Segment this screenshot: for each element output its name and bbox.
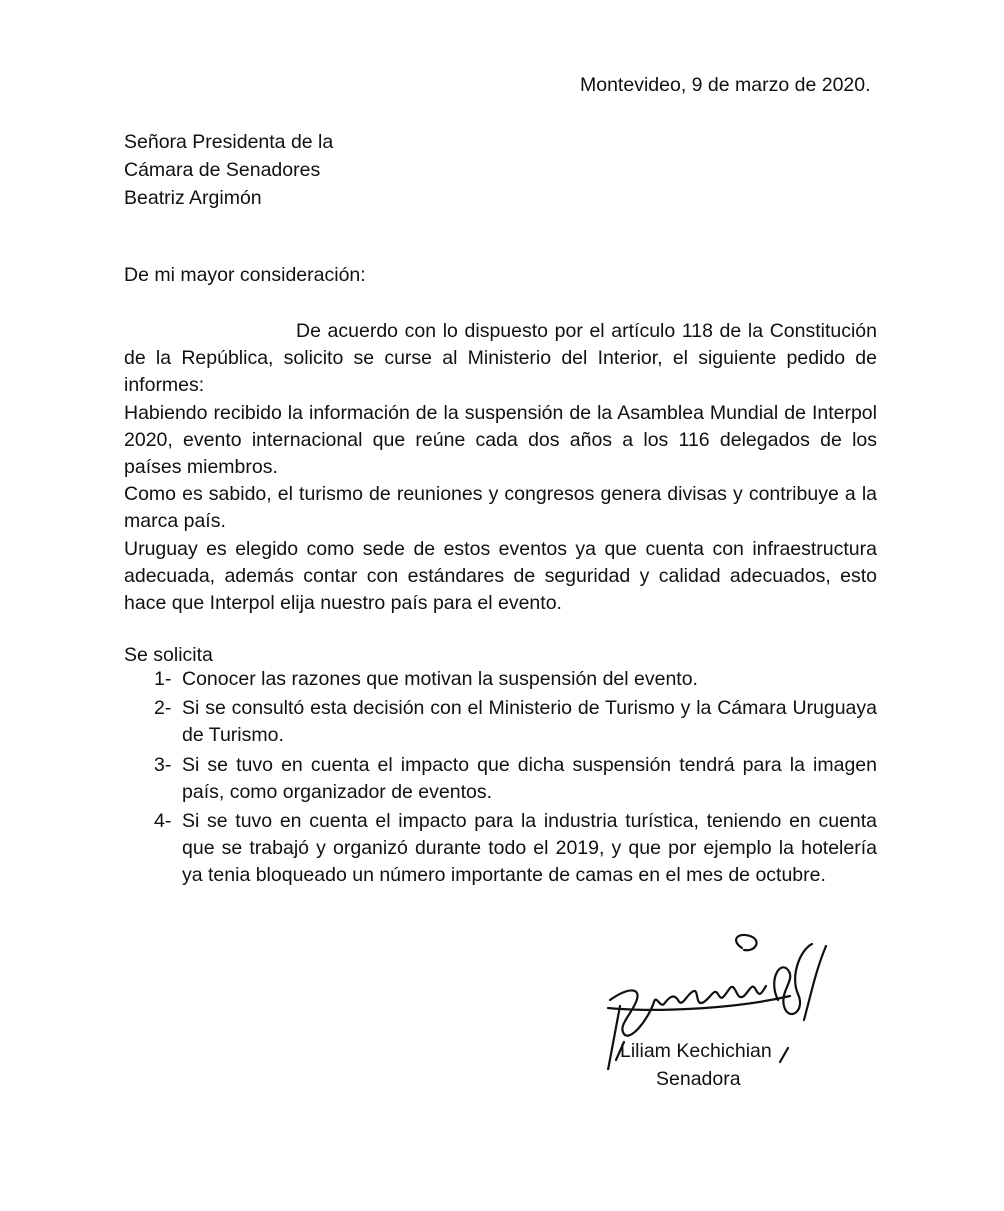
request-number: 2-: [154, 697, 172, 720]
addressee-line: Beatriz Argimón: [124, 187, 262, 209]
signatory-title: Senadora: [656, 1068, 741, 1090]
request-number: 3-: [154, 753, 172, 776]
body-paragraph: Habiendo recibido la información de la suspensión de la Asamblea Mundial de Interpol 2020, evento internacional que reúne cada dos años a los 116 delegados de los países miembros.: [124, 401, 877, 479]
signatory-name: Liliam Kechichian: [620, 1040, 772, 1062]
greeting: De mi mayor consideración:: [124, 264, 366, 286]
request-item: [154, 808, 877, 890]
body-paragraph: Uruguay es elegido como sede de estos eventos ya que cuenta con infraestructura adecuada, además contar con estándares de seguridad y calidad adecuados, esto hace que Interpol elija nuestro país para el evento.: [124, 537, 877, 615]
request-text: Si se consultó esta decisión con el Ministerio de Turismo y la Cámara Uruguaya de Turismo.: [182, 697, 877, 747]
request-number: 4-: [154, 810, 172, 833]
addressee-line: Señora Presidenta de la: [124, 131, 334, 153]
request-intro: Se solicita: [124, 644, 213, 666]
body-paragraph: De acuerdo con lo dispuesto por el artículo 118 de la Constitución de la República, solicito se curse al Ministerio del Interior, el siguiente pedido de informes:: [124, 320, 877, 397]
request-text: Conocer las razones que motivan la suspensión del evento.: [182, 668, 698, 690]
request-number: 1-: [154, 668, 172, 690]
request-item: [154, 666, 877, 693]
addressee-line: Cámara de Senadores: [124, 159, 321, 181]
addressee-block: [124, 128, 333, 212]
letter-body: [124, 318, 877, 617]
request-list: [154, 664, 877, 890]
letter-date: Montevideo, 9 de marzo de 2020.: [580, 74, 871, 96]
request-item: [154, 752, 877, 806]
request-text: Si se tuvo en cuenta el impacto que dicha suspensión tendrá para la imagen país, como organizador de eventos.: [182, 753, 877, 803]
request-item: [154, 695, 877, 749]
body-paragraph: Como es sabido, el turismo de reuniones y congresos genera divisas y contribuye a la marca país.: [124, 483, 877, 533]
request-text: Si se tuvo en cuenta el impacto para la industria turística, teniendo en cuenta que se trabajó y organizó durante todo el 2019, y que por ejemplo la hotelería ya tenia bloqueado un número importante de camas en el mes de octubre.: [182, 810, 877, 887]
